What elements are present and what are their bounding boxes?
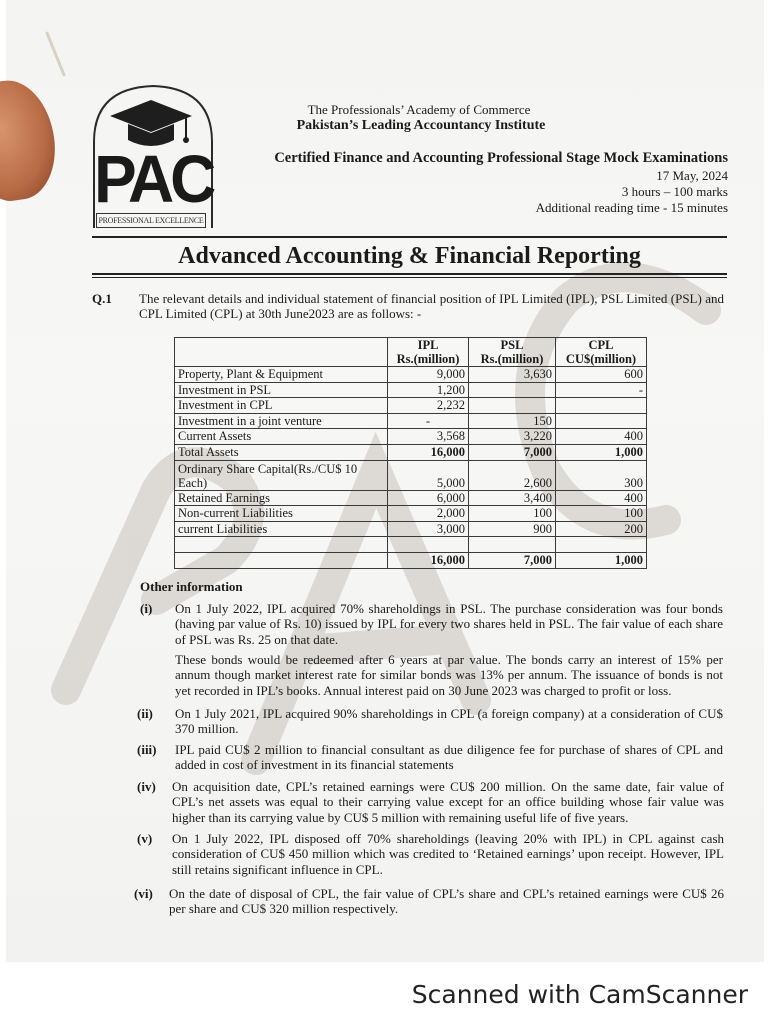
scanner-footer — [0, 962, 768, 1024]
item-number: (v) — [137, 831, 153, 846]
table-row — [175, 413, 647, 429]
table-row — [175, 460, 647, 490]
question-number: Q.1 — [92, 291, 112, 306]
row-label: Current Assets — [175, 429, 388, 445]
cell-cpl: 1,000 — [556, 444, 647, 460]
table-row — [175, 367, 647, 383]
cell-psl: 7,000 — [469, 444, 556, 460]
cell-cpl: 400 — [556, 429, 647, 445]
row-label: Non-current Liabilities — [175, 506, 388, 522]
cell-psl: 3,400 — [469, 490, 556, 506]
cell-cpl — [556, 413, 647, 429]
cell-cpl — [556, 537, 647, 553]
table-row — [175, 521, 647, 537]
cell-ipl: 16,000 — [388, 552, 469, 568]
row-label: Property, Plant & Equipment — [175, 367, 388, 383]
subject-title: Advanced Accounting & Financial Reporting — [178, 243, 641, 269]
document-page — [6, 0, 764, 962]
institute-name: The Professionals’ Academy of Commerce — [307, 102, 531, 117]
cell-cpl: 400 — [556, 490, 647, 506]
cell-ipl: 5,000 — [388, 460, 469, 490]
table-row-total — [175, 552, 647, 568]
rule-top — [92, 236, 727, 238]
cell-cpl: 100 — [556, 506, 647, 522]
item-number: (iv) — [137, 779, 156, 794]
cell-psl: 7,000 — [469, 552, 556, 568]
item-text: These bonds would be redeemed after 6 years at par value. The bonds carry an interest of 15% per annum though market interest rate for similar bonds was 13% per annum. The issuance of bonds is not yet recorded in IPL’s books. Annual interest paid on 30 June 2023 was charged to profit or loss. — [175, 652, 723, 698]
institute-tagline: Pakistan’s Leading Accountancy Institute — [296, 118, 546, 133]
rule-bottom-2 — [92, 277, 727, 278]
cell-ipl: 3,568 — [388, 429, 469, 445]
table-row-blank — [175, 537, 647, 553]
exam-date: 17 May, 2024 — [656, 168, 728, 183]
table-header-row — [175, 338, 647, 367]
item-number: (vi) — [134, 886, 153, 901]
row-label: Investment in CPL — [175, 398, 388, 414]
row-label: Retained Earnings — [175, 490, 388, 506]
cell-psl — [469, 382, 556, 398]
other-info-heading: Other information — [140, 579, 243, 594]
cell-psl: 3,220 — [469, 429, 556, 445]
row-label: current Liabilities — [175, 521, 388, 537]
table-header-blank — [175, 338, 388, 367]
item-text: On 1 July 2021, IPL acquired 90% shareholdings in CPL (a foreign company) at a consideration of CU$ 370 million. — [175, 706, 723, 737]
logo-text: PAC — [94, 141, 213, 217]
exam-title: Certified Finance and Accounting Professional Stage Mock Examinations — [274, 150, 728, 166]
cell-ipl: 3,000 — [388, 521, 469, 537]
cell-cpl: 300 — [556, 460, 647, 490]
cell-ipl: 16,000 — [388, 444, 469, 460]
table-row — [175, 398, 647, 414]
logo-tagline: PROFESSIONAL EXCELLENCE — [96, 213, 206, 228]
row-label: Investment in PSL — [175, 382, 388, 398]
cell-ipl: - — [388, 413, 469, 429]
cell-psl: 2,600 — [469, 460, 556, 490]
column-header-cpl: CPL CU$(million) — [556, 338, 647, 367]
item-text: On 1 July 2022, IPL acquired 70% shareholdings in PSL. The purchase consideration was four bonds (having par value of Rs. 10) issued by IPL for every two shares held in PSL. The fair value of each share of PSL was Rs. 25 on that date. — [175, 601, 723, 647]
table-row — [175, 490, 647, 506]
financial-position-table — [174, 337, 647, 569]
table-row — [175, 506, 647, 522]
column-header-ipl: IPL Rs.(million) — [388, 338, 469, 367]
item-text: On 1 July 2022, IPL disposed off 70% shareholdings (leaving 20% with IPL) in CPL against cash consideration of CU$ 450 million which was credited to ‘Retained earnings’ upon receipt. However, IPL still retains significant influence in CPL. — [172, 831, 724, 877]
cell-psl — [469, 537, 556, 553]
row-label: Investment in a joint venture — [175, 413, 388, 429]
cell-ipl: 6,000 — [388, 490, 469, 506]
cell-ipl: 9,000 — [388, 367, 469, 383]
table-row-total-assets — [175, 444, 647, 460]
table-row — [175, 429, 647, 445]
cell-cpl: 200 — [556, 521, 647, 537]
item-text: On acquisition date, CPL’s retained earnings were CU$ 200 million. On the same date, fair value of CPL’s net assets was equal to their carrying value except for an office building whose fair value was higher than its carrying value by CU$ 5 million with remaining useful life of five years. — [172, 779, 724, 825]
row-label: Total Assets — [175, 444, 388, 460]
cell-cpl: 1,000 — [556, 552, 647, 568]
item-number: (iii) — [137, 742, 157, 757]
table-row — [175, 382, 647, 398]
cell-cpl: 600 — [556, 367, 647, 383]
row-label — [175, 552, 388, 568]
item-text: On the date of disposal of CPL, the fair value of CPL’s share and CPL’s retained earnings were CU$ 26 per share and CU$ 320 million respectively. — [169, 886, 724, 917]
item-number: (i) — [140, 601, 153, 616]
cell-cpl: - — [556, 382, 647, 398]
cell-ipl: 2,232 — [388, 398, 469, 414]
rule-bottom-1 — [92, 273, 727, 275]
exam-duration: 3 hours – 100 marks — [621, 184, 728, 199]
cell-psl: 3,630 — [469, 367, 556, 383]
cell-psl — [469, 398, 556, 414]
cell-ipl: 1,200 — [388, 382, 469, 398]
question-intro: The relevant details and individual statement of financial position of IPL Limited (IPL), PSL Limited (PSL) and CPL Limited (CPL) at 30th June2023 are as follows: - — [139, 291, 724, 322]
row-label: Ordinary Share Capital(Rs./CU$ 10 Each) — [175, 460, 388, 490]
row-label — [175, 537, 388, 553]
reading-time: Additional reading time - 15 minutes — [535, 200, 728, 215]
item-text: IPL paid CU$ 2 million to financial consultant as due diligence fee for purchase of shares of CPL and added in cost of investment in its financial statements — [175, 742, 723, 773]
cell-cpl — [556, 398, 647, 414]
staple-pin — [45, 31, 66, 77]
column-header-psl: PSL Rs.(million) — [469, 338, 556, 367]
cell-ipl: 2,000 — [388, 506, 469, 522]
cell-psl: 100 — [469, 506, 556, 522]
cell-ipl — [388, 537, 469, 553]
item-number: (ii) — [137, 706, 153, 721]
scanner-watermark-text: Scanned with CamScanner — [411, 980, 748, 1009]
cell-psl: 150 — [469, 413, 556, 429]
cell-psl: 900 — [469, 521, 556, 537]
